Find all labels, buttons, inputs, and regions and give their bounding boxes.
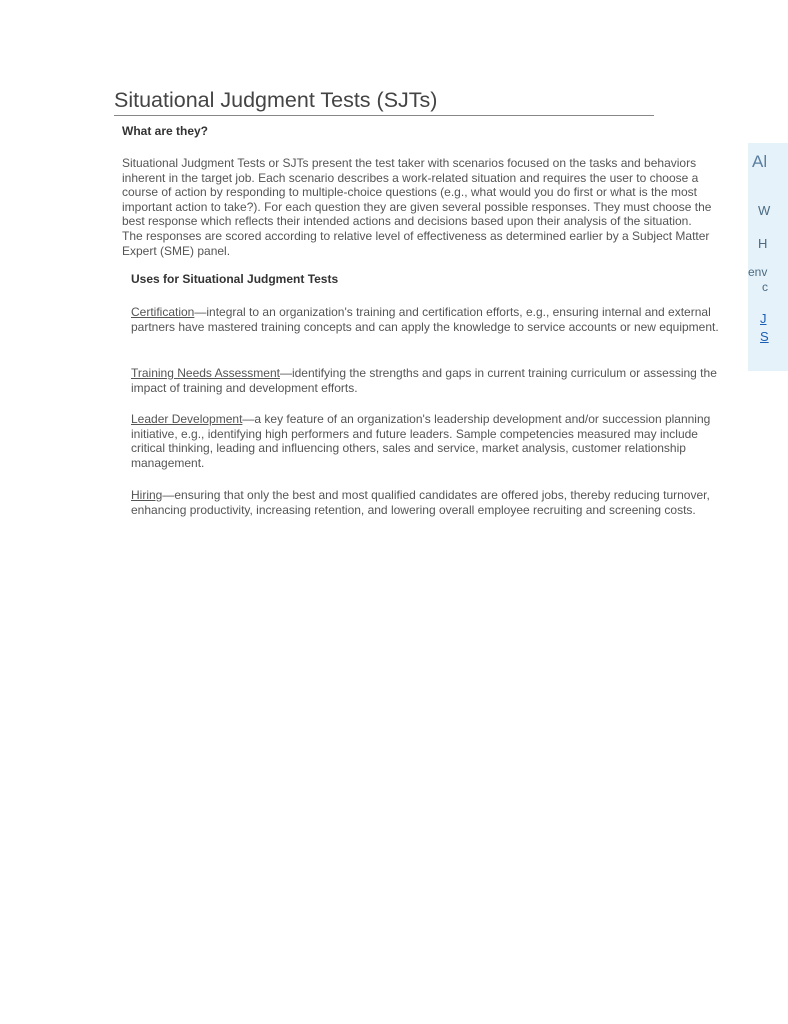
leader-development-link[interactable]: Leader Development (131, 412, 243, 426)
sidebar-link[interactable]: S (760, 329, 769, 344)
training-needs-assessment-description: —identifying the strengths and gaps in current training curriculum or assessing the impact of training and development efforts. (131, 366, 717, 395)
sidebar-link[interactable]: J (760, 311, 767, 326)
use-item-certification (131, 305, 733, 334)
certification-link[interactable]: Certification (131, 305, 195, 319)
use-item-leader-development (131, 412, 733, 470)
uses-heading: Uses for Situational Judgment Tests (131, 272, 339, 286)
sidebar-text-line: H (758, 236, 768, 251)
training-needs-assessment-link[interactable]: Training Needs Assessment (131, 366, 280, 380)
sidebar-text-line: W (758, 203, 771, 218)
hiring-link[interactable]: Hiring (131, 488, 163, 502)
sidebar-text-line: c (762, 280, 768, 294)
sidebar-panel (748, 143, 788, 371)
what-are-they-heading: What are they? (122, 124, 209, 138)
certification-description: —integral to an organization's training and certification efforts, e.g., ensuring internal and external partners have mastered training concepts and can apply the knowledge to service accounts or new equipment. (131, 305, 719, 334)
leader-development-description: —a key feature of an organization's leadership development and/or succession planning initiative, e.g., identifying high performers and future leaders. Sample competencies measured may include critical thinking, leading and influencing others, sales and service, market analysis, customer relationship management. (131, 412, 711, 470)
page-title: Situational Judgment Tests (SJTs) (114, 88, 654, 116)
use-item-hiring (131, 488, 733, 517)
intro-paragraph: Situational Judgment Tests or SJTs present the test taker with scenarios focused on the tasks and behaviors inherent in the target job. Each scenario describes a work-related situation and requires the user to choose a course of action by responding to multiple-choice questions (e.g., what would you do first or what is the most important action to take?). For each question they are given several possible responses. They must choose the best response which reflects their intended actions and decisions based upon their analysis of the situation. The responses are scored according to relative level of effectiveness as determined earlier by a Subject Matter Expert (SME) panel. (122, 156, 712, 258)
use-item-training-needs-assessment (131, 366, 733, 395)
sidebar-title: Al (752, 152, 768, 171)
hiring-description: —ensuring that only the best and most qualified candidates are offered jobs, thereby reducing turnover, enhancing productivity, increasing retention, and lowering overall employee recruiting and screening costs. (131, 488, 710, 517)
sidebar-text-line: env (748, 265, 768, 279)
